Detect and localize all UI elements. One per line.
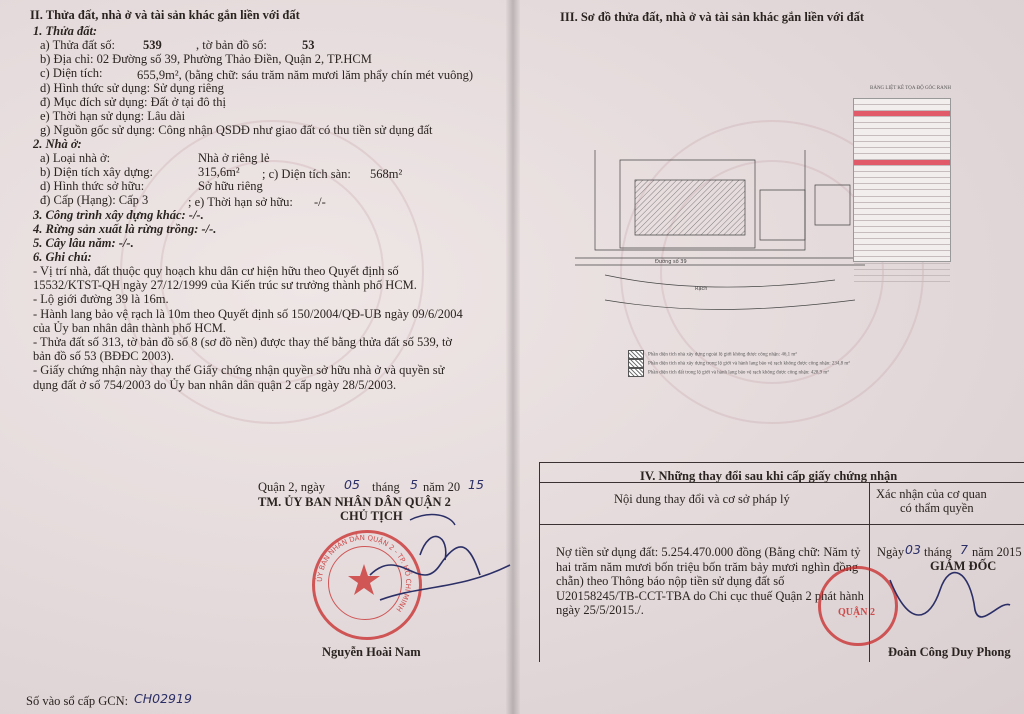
note-line: - Vị trí nhà, đất thuộc quy hoạch khu dân cư hiện hữu theo Quyết định số	[33, 264, 399, 278]
confirm-month-label: tháng	[924, 545, 952, 559]
confirm-year: năm 2015	[972, 545, 1022, 559]
map-sheet-number: 53	[302, 38, 315, 52]
grade: đ) Cấp (Hạng): Cấp 3	[40, 193, 149, 207]
date-month: 5	[410, 477, 418, 492]
legend-swatch	[628, 359, 644, 368]
own-form-label: d) Hình thức sở hữu:	[40, 179, 145, 193]
legend-text: Phần diện tích đất trong lộ giới và hành lang bảo vệ rạch không được công nhận: 428,9 m²	[648, 370, 829, 376]
change-line: Nợ tiền sử dụng đất: 5.254.470.000 đồng (Bằng chữ: Năm tỷ	[556, 545, 861, 559]
signature-left	[360, 505, 520, 615]
note-line: - Giấy chứng nhận này thay thế Giấy chứng nhận quyền sở hữu nhà ở và quyền sử	[33, 363, 445, 378]
confirm-date-prefix: Ngày	[877, 545, 905, 559]
col-confirm-header-1: Xác nhận của cơ quan	[876, 487, 987, 501]
own-term-label: ; e) Thời hạn sở hữu:	[188, 195, 293, 209]
section-2-title: II. Thửa đất, nhà ở và tài sản khác gắn liền với đất	[30, 8, 300, 22]
chair-title: CHỦ TỊCH	[340, 509, 403, 523]
change-line: U20158245/TB-CCT-TBA do Chi cục thuế Quận 2 phát hành	[556, 588, 864, 603]
coordinate-row	[854, 276, 950, 282]
change-line: ngày 25/5/2015./.	[556, 603, 644, 617]
land-heading: 1. Thửa đất:	[33, 24, 98, 38]
legend-text: Phần diện tích nhà xây dựng trong lộ giới và hành lang bảo vệ rạch không được công nhận: 234,8 m²	[648, 361, 850, 367]
signer-name: Nguyễn Hoài Nam	[322, 645, 421, 659]
map-sheet-label: , tờ bản đồ số:	[196, 38, 267, 52]
note-line: của Ủy ban nhân dân thành phố HCM.	[33, 320, 227, 335]
house-type-value: Nhà ở riêng lẻ	[198, 151, 270, 165]
parcel-number: 539	[143, 38, 162, 52]
own-term-value: -/-	[314, 195, 326, 209]
legend-row	[628, 368, 829, 377]
legend-swatch	[628, 368, 644, 377]
date-prefix: Quận 2, ngày	[258, 480, 325, 494]
stamp-right-text: QUẬN 2	[838, 607, 875, 618]
use-purpose: đ) Mục đích sử dụng: Đất ở tại đô thị	[40, 95, 226, 109]
item-5: 5. Cây lâu năm: -/-.	[33, 236, 134, 250]
area-value: 655,9m², (bằng chữ: sáu trăm năm mươi lăm phẩy chín mét vuông)	[137, 68, 473, 82]
col-confirm-header-2: có thẩm quyền	[900, 501, 974, 515]
note-line: 15532/KTST-QH ngày 27/12/1999 của Kiến trúc sư trưởng thành phố HCM.	[33, 278, 417, 293]
date-year: 15	[468, 477, 484, 492]
house-heading: 2. Nhà ở:	[33, 137, 82, 151]
area-label: c) Diện tích:	[40, 66, 103, 80]
note-line: dụng đất ở số 754/2003 do Ủy ban nhân dân quận 2 cấp ngày 28/5/2003.	[33, 377, 397, 392]
legend-swatch	[628, 350, 644, 359]
signature-right	[880, 560, 1024, 640]
coordinate-table-title: BẢNG LIỆT KÊ TỌA ĐỘ GÓC RANH	[870, 86, 951, 91]
registration-label: Số vào sổ cấp GCN:	[26, 694, 129, 708]
use-term: e) Thời hạn sử dụng: Lâu dài	[40, 109, 186, 123]
confirm-day: 03	[905, 542, 921, 557]
build-area-label: b) Diện tích xây dựng:	[40, 165, 154, 179]
legend-text: Phần diện tích nhà xây dựng ngoài lộ giới không được công nhận: 46,1 m²	[648, 352, 797, 358]
legend-row	[628, 359, 850, 368]
parcel-label: a) Thửa đất số:	[40, 38, 115, 52]
item-6: 6. Ghi chú:	[33, 250, 92, 264]
confirm-month: 7	[960, 542, 968, 557]
authority: TM. ỦY BAN NHÂN DÂN QUẬN 2	[258, 495, 451, 509]
own-form-value: Sở hữu riêng	[198, 179, 263, 193]
floor-area-label: ; c) Diện tích sàn:	[262, 167, 351, 181]
svg-text:ỦY BAN NHÂN DÂN QUẬN 2 - TP. H: ỦY BAN NHÂN DÂN QUẬN 2 - TP. HỒ CHÍ MINH	[315, 533, 413, 614]
note-line: - Thửa đất số 313, tờ bản đồ số 8 (sơ đồ nền) được thay thế bằng thửa đất số 539, tờ	[33, 335, 453, 349]
date-month-label: tháng	[372, 480, 400, 494]
note-line: bản đồ số 53 (BĐĐC 2003).	[33, 349, 174, 364]
item-4: 4. Rừng sản xuất là rừng trồng: -/-.	[33, 222, 217, 236]
director-name: Đoàn Công Duy Phong	[888, 645, 1011, 659]
svg-text:Rạch: Rạch	[695, 286, 708, 292]
note-line: - Lộ giới đường 39 là 16m.	[33, 292, 169, 307]
col-content-header: Nội dung thay đổi và cơ sở pháp lý	[614, 492, 790, 506]
svg-text:Đường số 39: Đường số 39	[655, 259, 687, 265]
floor-area-value: 568m²	[370, 167, 403, 181]
change-line: hai trăm năm mươi bốn triệu bốn trăm bảy mươi nghìn đồng	[556, 559, 859, 574]
address: b) Địa chỉ: 02 Đường số 39, Phường Thảo Điền, Quận 2, TP.HCM	[40, 52, 372, 66]
section-4-title: IV. Những thay đổi sau khi cấp giấy chứng nhận	[640, 469, 898, 483]
coordinate-table	[853, 98, 951, 262]
date-day: 05	[344, 477, 360, 492]
section-3-title: III. Sơ đồ thửa đất, nhà ở và tài sản khác gắn liền với đất	[560, 10, 865, 24]
land-origin: g) Nguồn gốc sử dụng: Công nhận QSDĐ như giao đất có thu tiền sử dụng đất	[40, 123, 433, 137]
date-year-label: năm 20	[423, 480, 461, 494]
house-type-label: a) Loại nhà ở:	[40, 151, 111, 165]
build-area-value: 315,6m²	[198, 165, 240, 179]
use-form: d) Hình thức sử dụng: Sử dụng riêng	[40, 81, 224, 95]
legend-row	[628, 350, 797, 359]
director-title: GIÁM ĐỐC	[930, 559, 997, 573]
item-3: 3. Công trình xây dựng khác: -/-.	[33, 208, 204, 222]
registration-value: CH02919	[134, 691, 192, 706]
site-map	[575, 140, 865, 340]
change-line: chẵn) theo Thông báo nộp tiền sử dụng đất số	[556, 574, 785, 588]
note-line: - Hành lang bảo vệ rạch là 10m theo Quyết định số 150/2004/QĐ-UB ngày 09/6/2004	[33, 306, 463, 321]
